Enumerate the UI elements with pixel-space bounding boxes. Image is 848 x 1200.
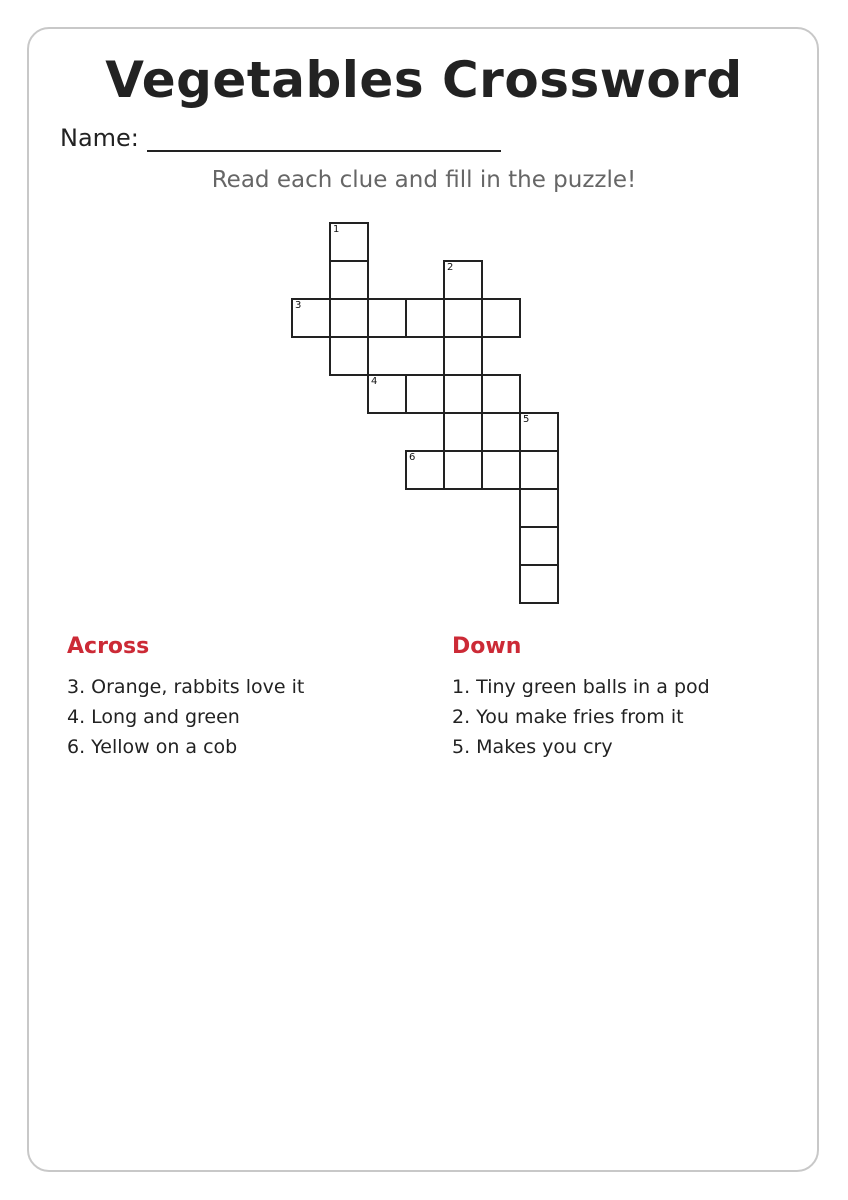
crossword-cell[interactable] (481, 412, 521, 452)
clue-across-3: 3. Orange, rabbits love it (67, 676, 305, 698)
crossword-cell[interactable] (443, 336, 483, 376)
crossword-cell[interactable] (367, 298, 407, 338)
clue-number: 4 (371, 376, 378, 387)
crossword-cell[interactable] (443, 374, 483, 414)
clue-number: 2 (447, 262, 454, 273)
crossword-cell[interactable] (519, 526, 559, 566)
crossword-cell[interactable] (481, 298, 521, 338)
crossword-cell-2[interactable] (443, 260, 483, 300)
clue-across-6: 6. Yellow on a cob (67, 736, 238, 758)
down-heading: Down (452, 634, 522, 659)
crossword-cell[interactable] (443, 412, 483, 452)
crossword-cell-3[interactable] (291, 298, 331, 338)
crossword-cell-4[interactable] (367, 374, 407, 414)
crossword-cell[interactable] (519, 564, 559, 604)
crossword-cell[interactable] (329, 298, 369, 338)
clue-down-1: 1. Tiny green balls in a pod (452, 676, 710, 698)
crossword-cell[interactable] (481, 450, 521, 490)
instructions: Read each clue and fill in the puzzle! (211, 167, 637, 193)
clue-number: 5 (523, 414, 530, 425)
crossword-cell[interactable] (405, 298, 445, 338)
clue-down-5: 5. Makes you cry (452, 736, 613, 758)
clue-down-2: 2. You make fries from it (452, 706, 684, 728)
name-label: Name: (60, 124, 139, 152)
crossword-cell[interactable] (519, 488, 559, 528)
crossword-cell-1[interactable] (329, 222, 369, 262)
clue-number: 6 (409, 452, 416, 463)
crossword-cell[interactable] (443, 298, 483, 338)
clue-across-4: 4. Long and green (67, 706, 240, 728)
across-clues (67, 632, 427, 762)
crossword-cell[interactable] (443, 450, 483, 490)
down-clues (452, 632, 812, 762)
crossword-cell-6[interactable] (405, 450, 445, 490)
crossword-cell-5[interactable] (519, 412, 559, 452)
crossword-cell[interactable] (519, 450, 559, 490)
crossword-cell[interactable] (481, 374, 521, 414)
crossword-cell[interactable] (329, 260, 369, 300)
page-title: Vegetables Crossword (105, 51, 743, 109)
crossword-cell[interactable] (329, 336, 369, 376)
clue-number: 3 (295, 300, 302, 311)
clue-number: 1 (333, 224, 340, 235)
crossword-cell[interactable] (405, 374, 445, 414)
across-heading: Across (67, 634, 150, 659)
